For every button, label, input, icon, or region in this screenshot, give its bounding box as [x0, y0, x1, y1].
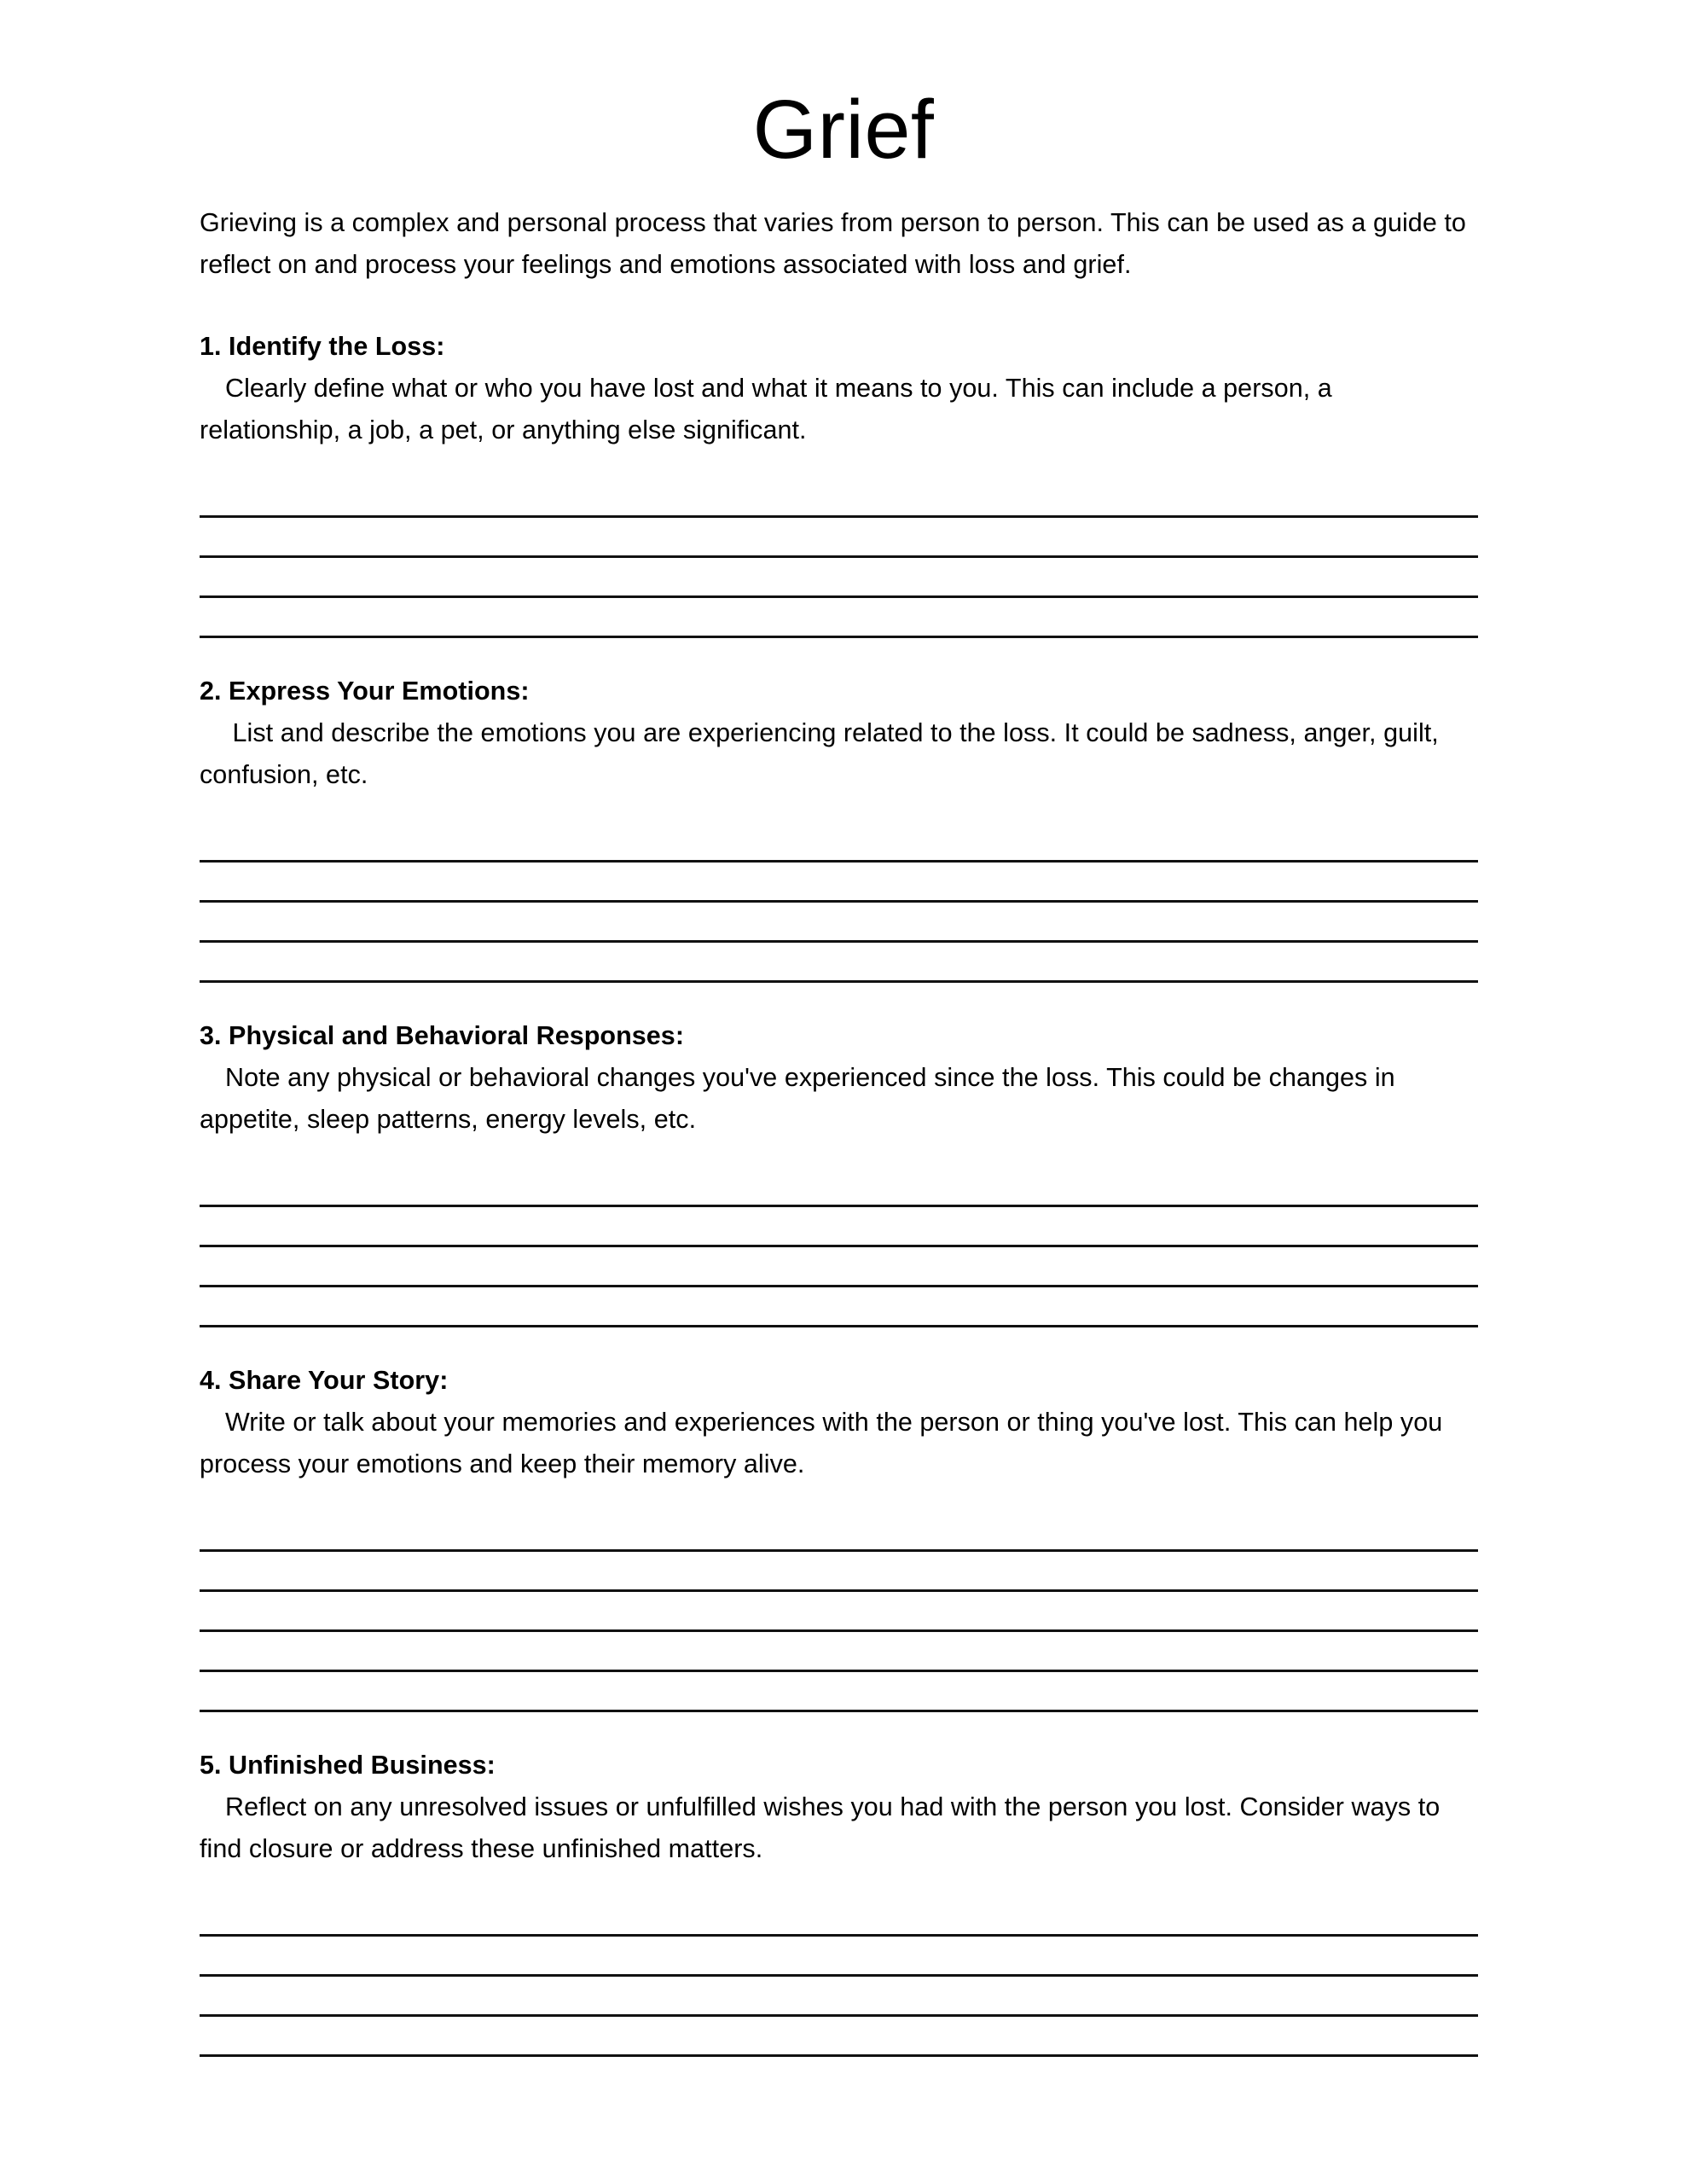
answer-line[interactable] [200, 2017, 1479, 2057]
page-title: Grief [752, 83, 935, 176]
answer-line[interactable] [200, 943, 1479, 983]
intro-paragraph: Grieving is a complex and personal process that varies from person to person. This can be used as a guide to reflect on and process your feelings and emotions associated with loss and grief. [200, 208, 1466, 279]
section-share-your-story [200, 1327, 1479, 1712]
answer-line[interactable] [200, 1896, 1479, 1937]
answer-lines[interactable] [200, 451, 1479, 638]
section-physical-and-behavioral-responses [200, 983, 1479, 1327]
rule-icon [200, 1325, 1478, 1327]
section-description: List and describe the emotions you are experiencing related to the loss. It could be sadness, anger, guilt, confusion, etc. [200, 718, 1446, 789]
answer-line[interactable] [200, 598, 1479, 638]
lines-spacer [200, 796, 1479, 822]
section-heading: 4. Share Your Story: [200, 1366, 449, 1395]
lines-spacer [200, 1870, 1479, 1896]
lines-spacer [200, 1141, 1479, 1167]
document-body [200, 0, 1479, 2057]
answer-line[interactable] [200, 478, 1479, 518]
answer-line[interactable] [200, 1937, 1479, 1977]
answer-line[interactable] [200, 1632, 1479, 1672]
answer-line[interactable] [200, 822, 1479, 863]
lines-spacer [200, 1485, 1479, 1512]
answer-line[interactable] [200, 1167, 1479, 1207]
rule-icon [200, 980, 1478, 983]
answer-line[interactable] [200, 1247, 1479, 1287]
section-heading: 1. Identify the Loss: [200, 332, 445, 361]
answer-line[interactable] [200, 558, 1479, 598]
section-description: Reflect on any unresolved issues or unfulfilled wishes you had with the person you lost. Consider ways to find closure or address these unfinished matters. [200, 1792, 1447, 1863]
answer-lines[interactable] [200, 1485, 1479, 1712]
rule-icon [200, 1710, 1478, 1712]
answer-line[interactable] [200, 1512, 1479, 1552]
section-heading: 3. Physical and Behavioral Responses: [200, 1021, 685, 1050]
section-description: Clearly define what or who you have lost and what it means to you. This can include a person, a relationship, a job, a pet, or anything else significant. [200, 374, 1340, 444]
answer-lines[interactable] [200, 1870, 1479, 2057]
section-unfinished-business [200, 1712, 1479, 2057]
answer-line[interactable] [200, 1672, 1479, 1712]
answer-lines[interactable] [200, 796, 1479, 983]
section-express-your-emotions [200, 638, 1479, 983]
answer-line[interactable] [200, 863, 1479, 903]
answer-line[interactable] [200, 903, 1479, 943]
answer-line[interactable] [200, 518, 1479, 558]
answer-lines[interactable] [200, 1141, 1479, 1327]
answer-line[interactable] [200, 1287, 1479, 1327]
rule-icon [200, 2054, 1478, 2057]
section-heading: 5. Unfinished Business: [200, 1751, 496, 1780]
section-description: Note any physical or behavioral changes you've experienced since the loss. This could be changes in appetite, sleep patterns, energy levels, etc. [200, 1063, 1403, 1134]
section-description: Write or talk about your memories and experiences with the person or thing you've lost. This can help you process your emotions and keep their memory alive. [200, 1408, 1450, 1478]
answer-line[interactable] [200, 1207, 1479, 1247]
answer-line[interactable] [200, 1552, 1479, 1592]
answer-line[interactable] [200, 1592, 1479, 1632]
section-heading: 2. Express Your Emotions: [200, 677, 530, 706]
rule-icon [200, 636, 1478, 638]
lines-spacer [200, 451, 1479, 478]
answer-line[interactable] [200, 1977, 1479, 2017]
section-identify-the-loss [200, 286, 1479, 638]
